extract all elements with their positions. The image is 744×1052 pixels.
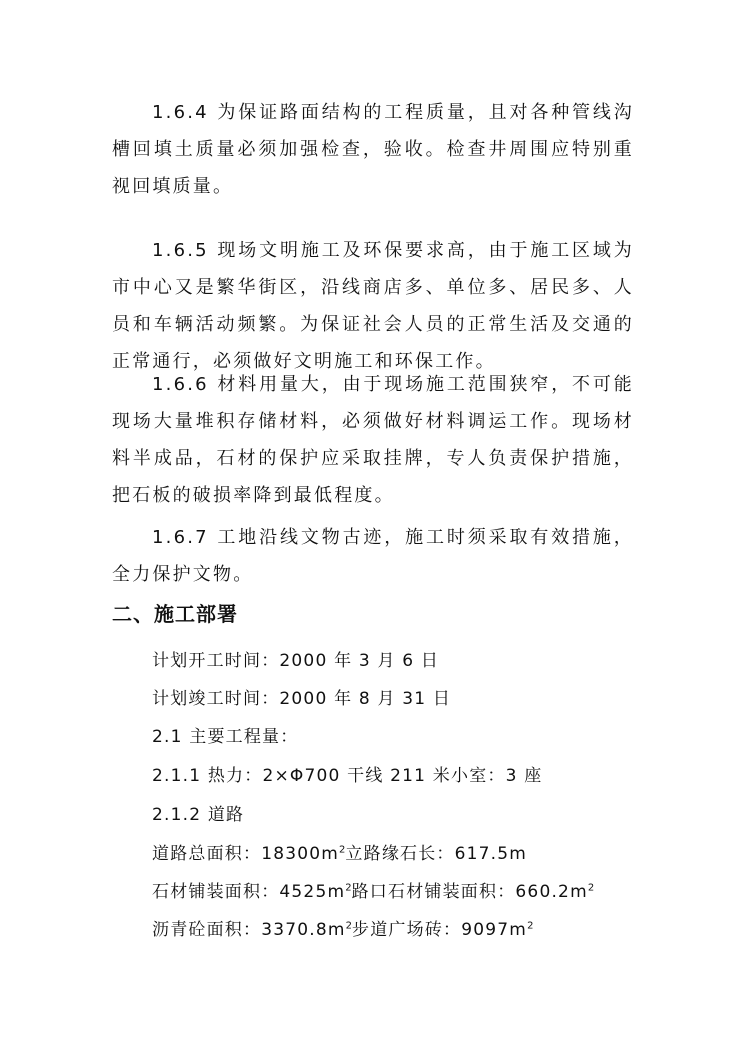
intersection-stone-area: 路口石材铺装面积：660.2m xyxy=(351,882,588,902)
section-heading: 二、施工部署 xyxy=(112,602,238,626)
stone-paving-area: 石材铺装面积：4525m xyxy=(152,882,346,902)
squared-mark: 2 xyxy=(345,920,353,932)
main-quantities-heading: 2.1 主要工程量： xyxy=(152,727,299,747)
curb-length: 立路缘石长：617.5m xyxy=(345,844,528,864)
asphalt-line xyxy=(152,915,533,940)
paragraph-1-6-4: 1.6.4 为保证路面结构的工程质量，且对各种管线沟槽回填土质量必须加强检查，验收。检查井周围应特别重视回填质量。 xyxy=(112,102,634,197)
road-area-line xyxy=(152,839,527,864)
planned-end-time: 计划竣工时间：2000 年 8 月 31 日 xyxy=(152,689,452,709)
squared-mark: 2 xyxy=(345,882,352,894)
paragraph-1-6-7: 1.6.7 工地沿线文物古迹，施工时须采取有效措施，全力保护文物。 xyxy=(112,527,634,585)
paragraph-1-6-5: 1.6.5 现场文明施工及环保要求高，由于施工区域为市中心又是繁华街区，沿线商店多、单位多、居民多、人员和车辆活动频繁。为保证社会人员的正常生活及交通的正常通行，必须做好文明施工和环保工作。 xyxy=(112,240,634,372)
paragraph-1-6-6: 1.6.6 材料用量大，由于现场施工范围狭窄，不可能现场大量堆积存储材料，必须做好材料调运工作。现场材料半成品，石材的保护应采取挂牌，专人负责保护措施，把石板的破损率降到最低程度。 xyxy=(112,374,634,506)
heating-quantity: 2.1.1 热力：2×Φ700 干线 211 米小室：3 座 xyxy=(152,766,543,786)
road-subheading: 2.1.2 道路 xyxy=(152,805,245,825)
stone-paving-line xyxy=(152,877,594,902)
squared-mark: 2 xyxy=(527,920,534,932)
sidewalk-brick-area: 步道广场砖：9097m xyxy=(352,920,528,940)
asphalt-area: 沥青砼面积：3370.8m xyxy=(152,920,346,940)
planned-start-time: 计划开工时间：2000 年 3 月 6 日 xyxy=(152,651,440,671)
road-total-area: 道路总面积：18300m xyxy=(152,844,340,864)
squared-mark: 2 xyxy=(587,882,595,894)
squared-mark: 2 xyxy=(339,844,346,856)
